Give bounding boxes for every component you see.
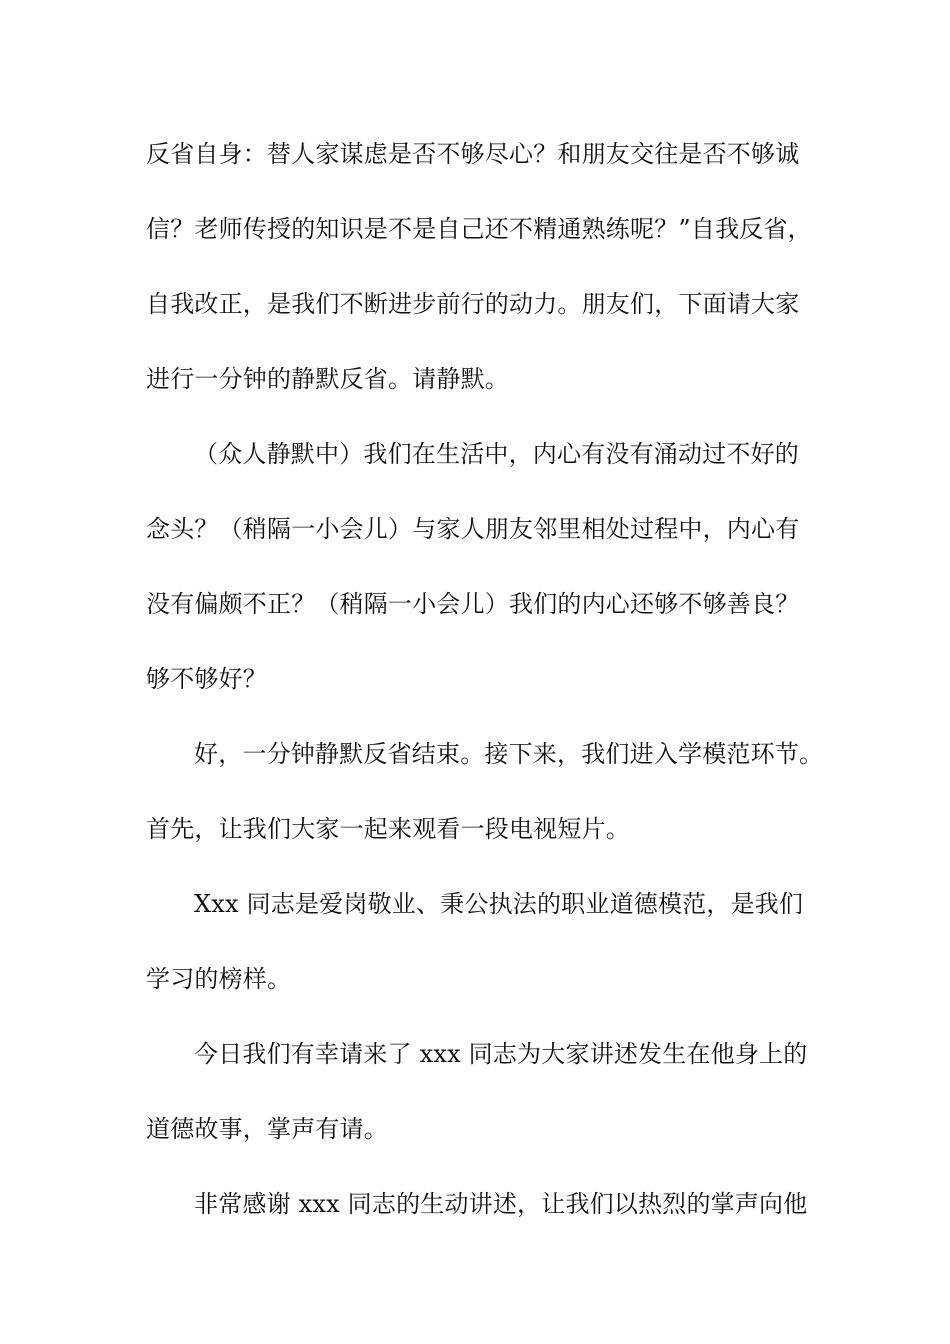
text-line: （众人静默中）我们在生活中，内心有没有涌动过不好的 <box>194 440 799 468</box>
text-line: 信？老师传授的知识是不是自己还不精通熟练呢？”自我反省， <box>146 215 812 243</box>
text-line: 好，一分钟静默反省结束。接下来，我们进入学模范环节。 <box>194 740 824 768</box>
text-line: 没有偏颇不正？（稍隔一小会儿）我们的内心还够不够善良？ <box>146 590 800 618</box>
text-line: 今日我们有幸请来了 xxx 同志为大家讲述发生在他身上的 <box>194 1040 808 1068</box>
text-line: 首先，让我们大家一起来观看一段电视短片。 <box>146 815 630 843</box>
text-line: Xxx 同志是爱岗敬业、秉公执法的职业道德模范，是我们 <box>194 890 804 918</box>
text-line: 进行一分钟的静默反省。请静默。 <box>146 365 509 393</box>
text-line: 反省自身：替人家谋虑是否不够尽心？和朋友交往是否不够诚 <box>146 140 800 168</box>
text-line: 非常感谢 xxx 同志的生动讲述，让我们以热烈的掌声向他 <box>194 1190 808 1218</box>
text-line: 够不够好？ <box>146 665 267 693</box>
text-line: 自我改正，是我们不断进步前行的动力。朋友们，下面请大家 <box>146 290 800 318</box>
text-line: 道德故事，掌声有请。 <box>146 1115 388 1143</box>
text-line: 学习的榜样。 <box>146 965 292 993</box>
text-line: 念头？（稍隔一小会儿）与家人朋友邻里相处过程中，内心有 <box>146 515 800 543</box>
